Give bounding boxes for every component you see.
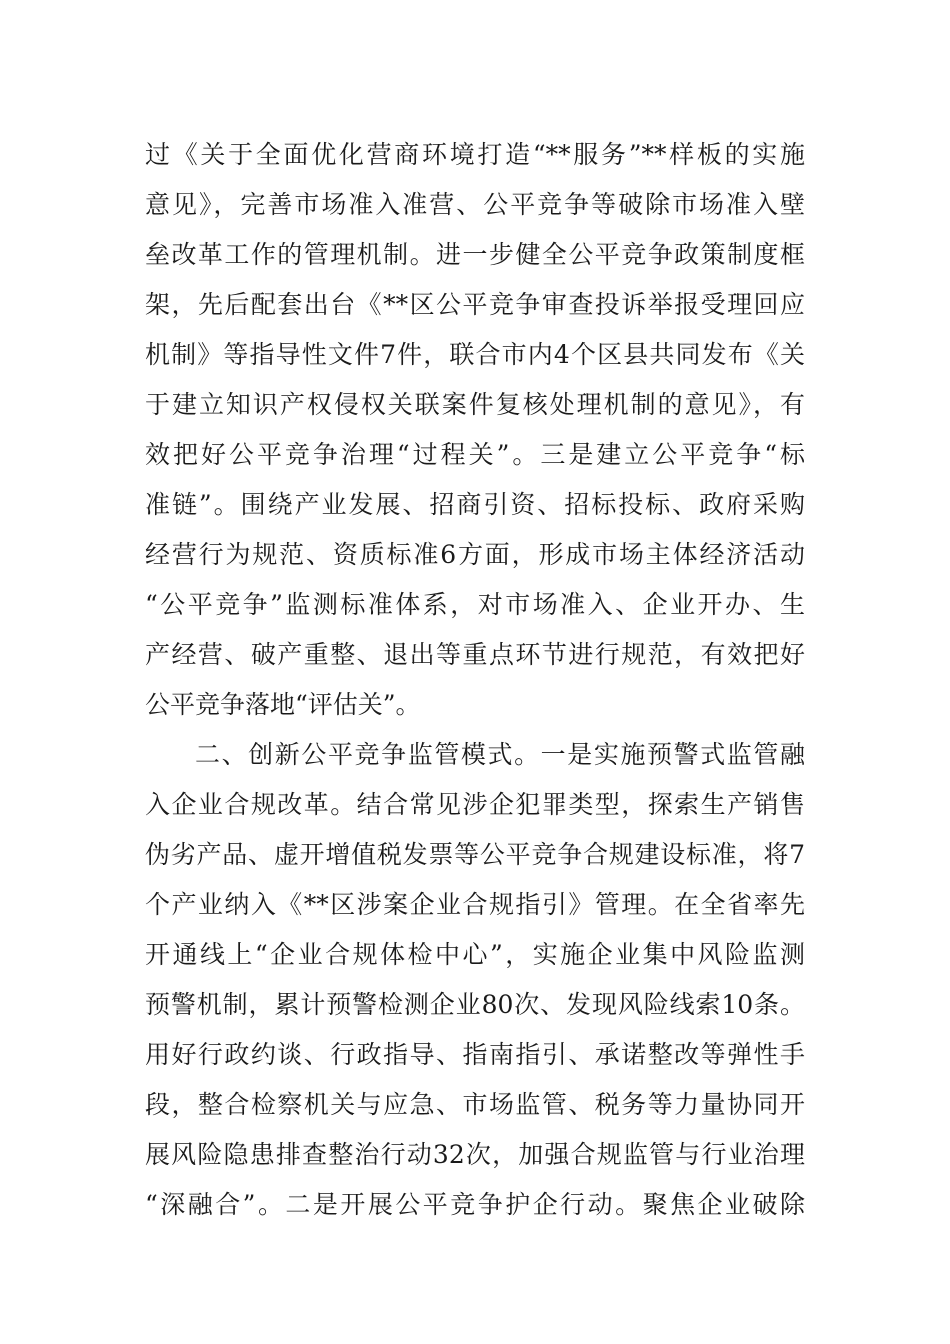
text-line-14: 入企业合规改革。结合常见涉企犯罪类型，探索生产销售 bbox=[145, 790, 805, 819]
text-line-8: 准链”。围绕产业发展、招商引资、招标投标、政府采购 bbox=[145, 490, 805, 519]
paragraph-heading-line: 二、创新公平竞争监管模式。一是实施预警式监管融 bbox=[195, 740, 805, 769]
text-line-15: 伪劣产品、虚开增值税发票等公平竞争合规建设标准，将7 bbox=[145, 840, 805, 869]
text-line-11: 产经营、破产重整、退出等重点环节进行规范，有效把好 bbox=[145, 640, 805, 669]
text-line-18: 预警机制，累计预警检测企业80次、发现风险线索10条。 bbox=[145, 990, 805, 1019]
text-line-1: 过《关于全面优化营商环境打造“**服务”**样板的实施 bbox=[145, 140, 805, 169]
text-line-5: 机制》等指导性文件7件，联合市内4个区县共同发布《关 bbox=[145, 340, 805, 369]
text-line-3: 垒改革工作的管理机制。进一步健全公平竞争政策制度框 bbox=[145, 240, 805, 269]
text-line-4: 架，先后配套出台《**区公平竞争审查投诉举报受理回应 bbox=[145, 290, 805, 319]
text-line-16: 个产业纳入《**区涉案企业合规指引》管理。在全省率先 bbox=[145, 890, 805, 919]
text-line-19: 用好行政约谈、行政指导、指南指引、承诺整改等弹性手 bbox=[145, 1040, 805, 1069]
text-line-21: 展风险隐患排查整治行动32次，加强合规监管与行业治理 bbox=[145, 1140, 805, 1169]
text-line-10: “公平竞争”监测标准体系，对市场准入、企业开办、生 bbox=[145, 590, 805, 619]
text-line-2: 意见》，完善市场准入准营、公平竞争等破除市场准入壁 bbox=[145, 190, 805, 219]
text-line-7: 效把好公平竞争治理“过程关”。三是建立公平竞争“标 bbox=[145, 440, 805, 469]
text-line-17: 开通线上“企业合规体检中心”，实施企业集中风险监测 bbox=[145, 940, 805, 969]
text-line-22: “深融合”。二是开展公平竞争护企行动。聚焦企业破除 bbox=[145, 1190, 805, 1219]
text-line-12: 公平竞争落地“评估关”。 bbox=[145, 690, 421, 719]
text-line-6: 于建立知识产权侵权关联案件复核处理机制的意见》，有 bbox=[145, 390, 805, 419]
text-line-20: 段，整合检察机关与应急、市场监管、税务等力量协同开 bbox=[145, 1090, 805, 1119]
text-line-9: 经营行为规范、资质标准6方面，形成市场主体经济活动 bbox=[145, 540, 805, 569]
